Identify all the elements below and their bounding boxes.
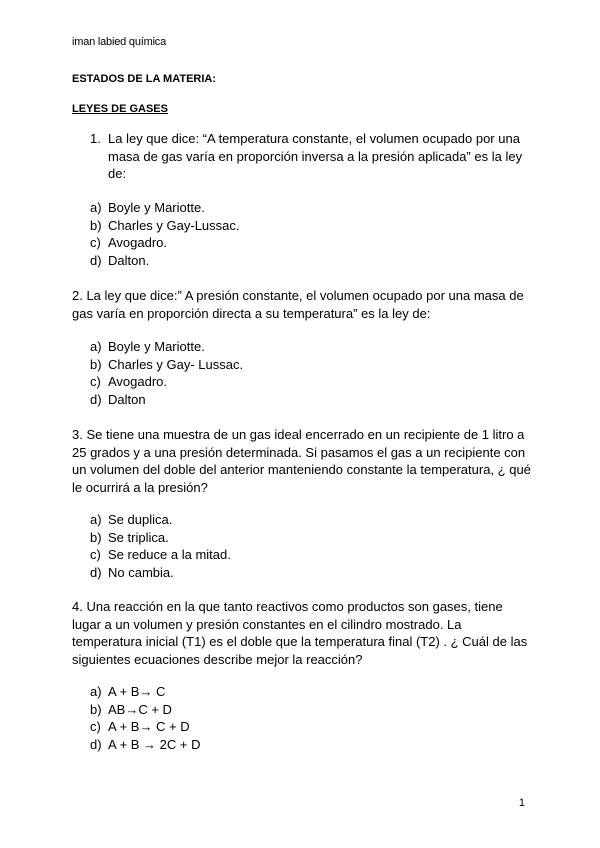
option-letter: a) bbox=[90, 512, 102, 527]
question-3-options bbox=[90, 511, 231, 581]
option bbox=[90, 736, 201, 754]
option-letter: b) bbox=[90, 701, 102, 717]
option-text: AB→C + D bbox=[108, 701, 172, 717]
option-letter: d) bbox=[90, 391, 102, 407]
option-letter: d) bbox=[90, 736, 102, 752]
option-letter: c) bbox=[90, 374, 101, 389]
option bbox=[90, 529, 231, 547]
option-letter: b) bbox=[90, 217, 102, 233]
page-header: iman labied química bbox=[72, 36, 167, 48]
section-subtitle: LEYES DE GASES bbox=[72, 103, 168, 115]
option-letter: d) bbox=[90, 564, 102, 580]
question-3-text: 3. Se tiene una muestra de un gas ideal encerrado en un recipiente de 1 litro a 25 grados y a una presión determinada. Si pasamos el gas a un recipiente con un volumen del doble del anterior manteniendo constante la temperatura, ¿ qué le ocurrirá a la presión? bbox=[72, 427, 531, 495]
option bbox=[90, 391, 243, 409]
option-text: No cambia. bbox=[108, 564, 174, 580]
option-text: Avogadro. bbox=[108, 235, 168, 250]
option-text: Se duplica. bbox=[108, 512, 173, 527]
option-text: A + B→ C + D bbox=[108, 719, 190, 734]
page-number: 1 bbox=[518, 797, 525, 809]
option-text: Charles y Gay-Lussac. bbox=[108, 217, 240, 233]
question-1-number: 1. bbox=[90, 131, 101, 146]
option-letter: a) bbox=[90, 684, 102, 699]
option-letter: c) bbox=[90, 547, 101, 562]
option-text: Dalton bbox=[108, 391, 146, 407]
option-letter: c) bbox=[90, 235, 101, 250]
document-title: ESTADOS DE LA MATERIA: bbox=[72, 73, 217, 85]
question-1-text: La ley que dice: “A temperatura constante, el volumen ocupado por una masa de gas varía en proporción inversa a la presión aplicada” es la ley de: bbox=[108, 131, 523, 181]
option-letter: c) bbox=[90, 719, 101, 734]
option-text: Boyle y Mariotte. bbox=[108, 339, 205, 354]
option bbox=[90, 252, 240, 270]
question-4-options bbox=[90, 683, 201, 753]
question-4-text: 4. Una reacción en la que tanto reactivos como productos son gases, tiene lugar a un volumen y presión constantes en el cilindro mostrado. La temperatura inicial (T1) es el doble que la temperatura final (T2) . ¿ Cuál de las siguientes ecuaciones describe mejor la reacción? bbox=[72, 599, 528, 667]
option bbox=[90, 234, 240, 252]
option-letter: d) bbox=[90, 252, 102, 268]
question-1-options bbox=[90, 199, 240, 269]
option-letter: a) bbox=[90, 200, 102, 215]
option-text: A + B → 2C + D bbox=[108, 736, 201, 752]
option bbox=[90, 199, 240, 217]
option bbox=[90, 683, 201, 701]
option bbox=[90, 511, 231, 529]
option bbox=[90, 546, 231, 564]
option-text: Se reduce a la mitad. bbox=[108, 547, 231, 562]
option bbox=[90, 701, 201, 719]
question-1 bbox=[72, 130, 532, 183]
option bbox=[90, 356, 243, 374]
option bbox=[90, 718, 201, 736]
question-2-options bbox=[90, 338, 243, 408]
option-letter: b) bbox=[90, 529, 102, 545]
option bbox=[90, 338, 243, 356]
question-2-text: 2. La ley que dice:” A presión constante, el volumen ocupado por una masa de gas varía en proporción directa a su temperatura” es la ley de: bbox=[72, 288, 524, 321]
option-text: Charles y Gay- Lussac. bbox=[108, 356, 244, 372]
option-text: Avogadro. bbox=[108, 374, 168, 389]
option bbox=[90, 373, 243, 391]
option bbox=[90, 564, 231, 582]
option-letter: b) bbox=[90, 356, 102, 372]
option-text: Se triplica. bbox=[108, 529, 169, 545]
option bbox=[90, 217, 240, 235]
option-text: A + B→ C bbox=[108, 684, 166, 699]
option-text: Boyle y Mariotte. bbox=[108, 200, 205, 215]
option-text: Dalton. bbox=[108, 252, 150, 268]
option-letter: a) bbox=[90, 339, 102, 354]
